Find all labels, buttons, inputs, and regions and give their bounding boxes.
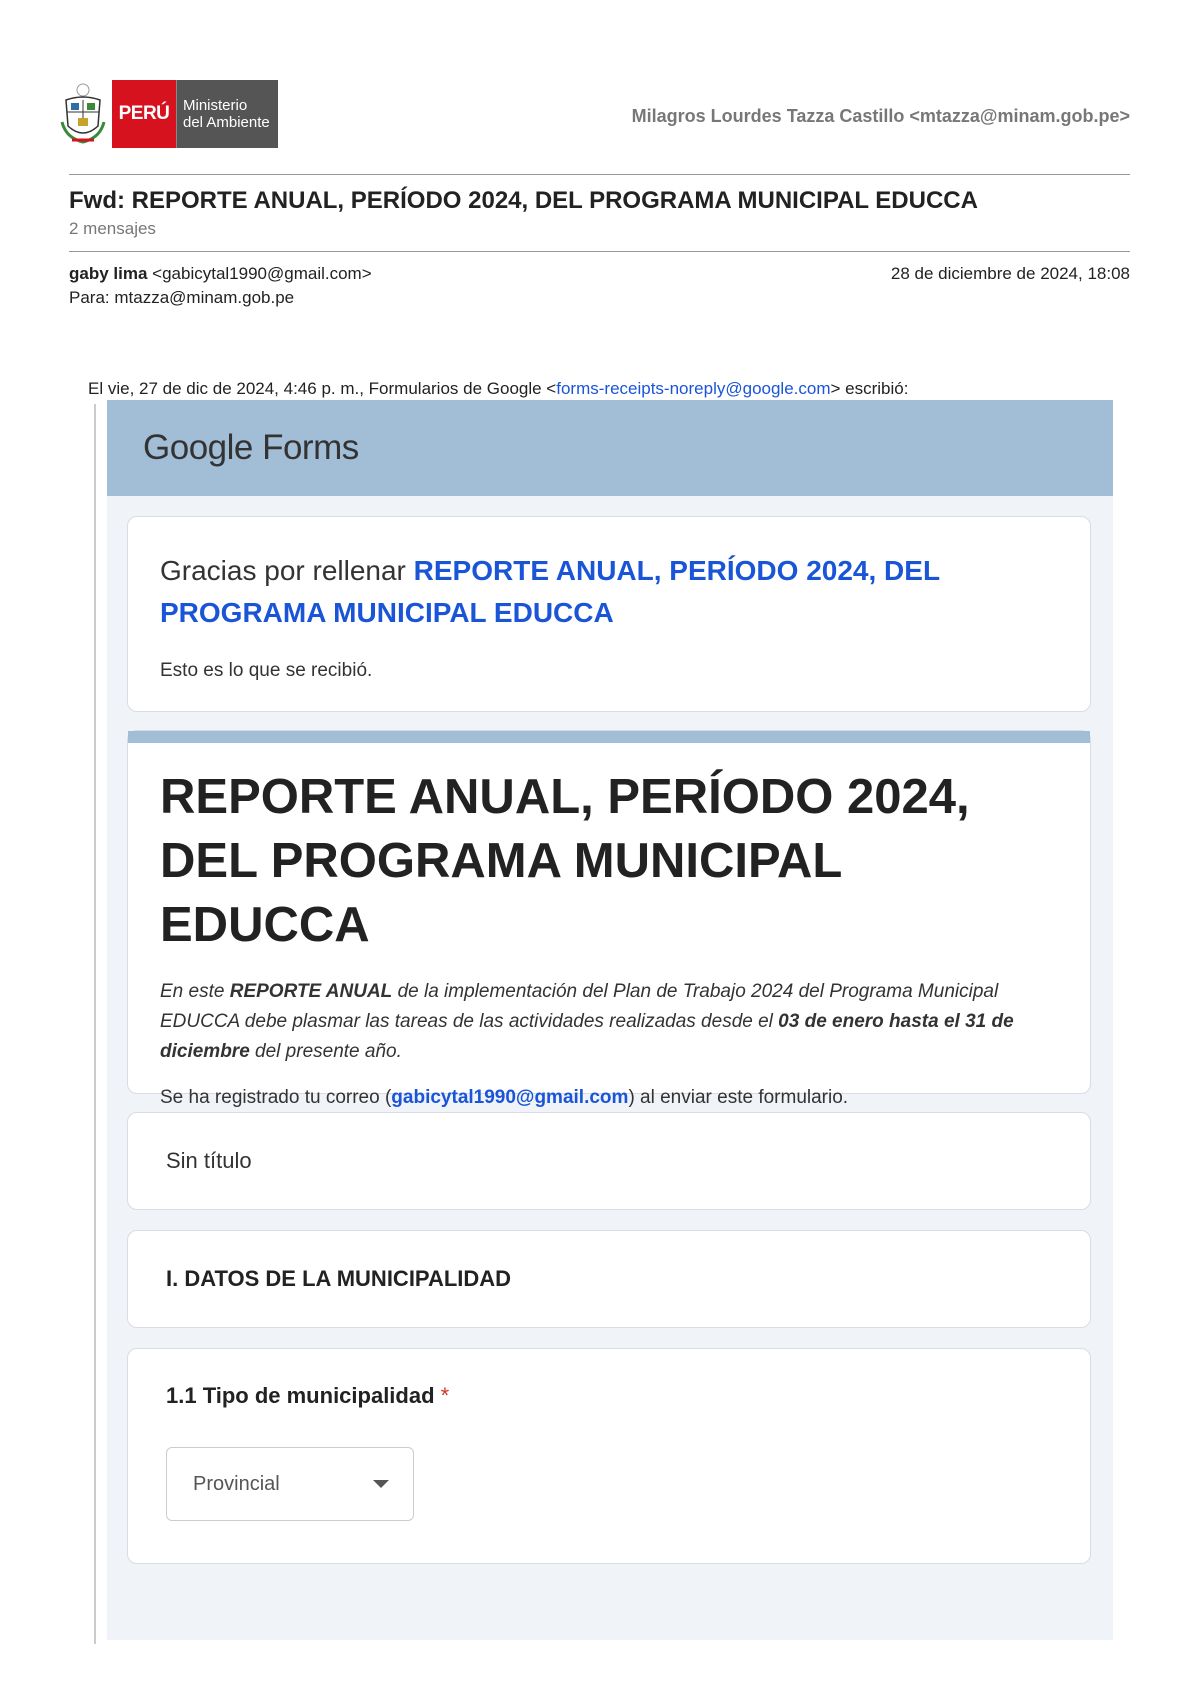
desc-part: del presente año. — [249, 1041, 402, 1062]
registered-prefix: Se ha registrado tu correo ( — [160, 1087, 392, 1108]
form-link[interactable]: REPORTE ANUAL, PERÍODO 2024, DEL PROGRAMA MUNICIPAL EDUCCA — [160, 555, 940, 628]
registered-email-note — [160, 1087, 1058, 1109]
logo-ministry-line1: Ministerio — [183, 97, 248, 114]
message-count: 2 mensajes — [69, 219, 156, 238]
logo-country: PERÚ — [112, 80, 176, 148]
account-name: Milagros Lourdes Tazza Castillo <mtazza@minam.gob.pe> — [631, 106, 1130, 126]
sender-email: <gabicytal1990@gmail.com> — [152, 264, 372, 283]
section-header: I. DATOS DE LA MUNICIPALIDAD — [127, 1230, 1091, 1328]
sender-name: gaby lima — [69, 264, 148, 283]
quote-suffix: > escribió: — [830, 379, 909, 398]
desc-bold: REPORTE ANUAL — [229, 981, 393, 1002]
message-date: 28 de diciembre de 2024, 18:08 — [890, 264, 1130, 283]
card-accent — [128, 731, 1090, 743]
noreply-link[interactable]: forms-receipts-noreply@google.com — [556, 379, 831, 398]
divider — [69, 251, 1130, 252]
peru-coat-of-arms-icon — [60, 82, 106, 146]
registered-suffix: ) al enviar este formulario. — [628, 1087, 849, 1108]
thread-subject: Fwd: REPORTE ANUAL, PERÍODO 2024, DEL PROGRAMA MUNICIPAL EDUCCA — [69, 187, 978, 214]
desc-part: de la implementación del Plan de Trabajo 2024 del Programa Municipal EDUCCA debe plasmar las tareas de las actividades realizadas desde el — [160, 981, 999, 1032]
google-forms-logo: Google Forms — [143, 428, 359, 467]
dropdown-caret-icon — [373, 1480, 389, 1488]
required-asterisk: * — [440, 1383, 450, 1408]
logo-ministry — [176, 80, 278, 148]
received-note: Esto es lo que se recibió. — [160, 660, 373, 681]
form-title: REPORTE ANUAL, PERÍODO 2024, DEL PROGRAMA MUNICIPAL EDUCCA — [160, 770, 970, 952]
registered-email-link[interactable]: gabicytal1990@gmail.com — [391, 1087, 629, 1108]
google-forms-receipt — [107, 400, 1113, 1640]
forms-header — [107, 400, 1113, 496]
question-text: 1.1 Tipo de municipalidad — [166, 1383, 435, 1408]
quote-bar — [94, 404, 96, 1644]
divider — [69, 174, 1130, 175]
ministry-logo — [60, 80, 278, 148]
desc-part: En este — [160, 981, 230, 1002]
form-title-card — [127, 730, 1091, 1108]
desc-bold: 03 de enero hasta el 31 de diciembre — [160, 1011, 1014, 1062]
logo-ministry-line2: del Ambiente — [183, 114, 270, 131]
quote-intro — [88, 379, 908, 399]
question-card — [127, 1348, 1091, 1564]
letterhead — [60, 80, 1130, 150]
untitled-section: Sin título — [127, 1112, 1091, 1210]
select-value: Provincial — [193, 1472, 280, 1495]
municipality-type-select[interactable] — [166, 1447, 414, 1521]
form-description — [160, 977, 1058, 1067]
sender — [69, 264, 372, 284]
thanks-card — [127, 516, 1091, 712]
recipient: Para: mtazza@minam.gob.pe — [69, 288, 295, 307]
thanks-prefix: Gracias por rellenar — [160, 555, 414, 586]
quote-prefix: El vie, 27 de dic de 2024, 4:46 p. m., Formularios de Google < — [88, 379, 557, 398]
question-label — [166, 1383, 1052, 1409]
thanks-text — [160, 550, 1058, 634]
